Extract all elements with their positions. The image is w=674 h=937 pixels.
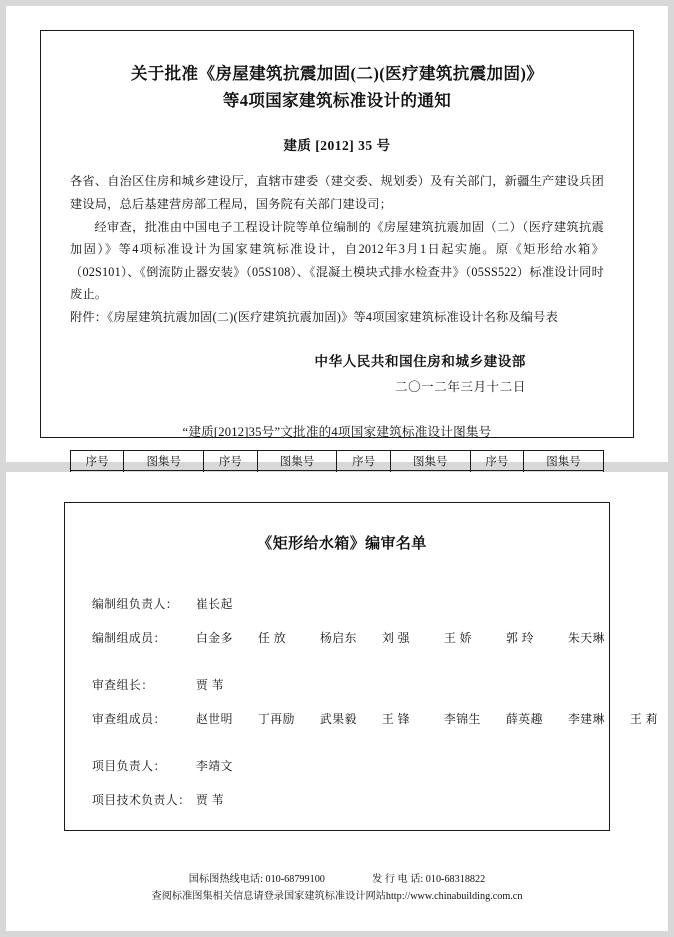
roster-name: 王 娇 [444,631,473,645]
roster-name: 武果毅 [320,712,357,726]
roster-row-label: 项目技术负责人： [92,793,191,807]
roster-name: 赵世明 [196,712,233,726]
table-header-cell: 图集号 [390,451,470,471]
roster-name: 杨启东 [320,631,357,645]
roster-row [92,710,659,727]
roster-name: 贾 苇 [196,678,225,692]
table-header-cell: 图集号 [524,451,604,471]
roster-row [92,757,592,774]
table-header-row [71,451,604,471]
roster-row-names [196,757,592,774]
roster-row-names [196,676,592,693]
scanned-page-2 [6,472,668,931]
roster-row-label: 项目负责人： [92,759,166,773]
issuing-authority: 中华人民共和国住房和城乡建设部 [314,354,526,370]
footer-hotline: 国标图热线电话: 010-68799100 [188,874,325,886]
roster-name: 王 锋 [382,712,411,726]
notice-paragraph-1: 各省、自治区住房和城乡建设厅，直辖市建委（建交委、规划委）及有关部门，新疆生产建设兵团建设局，总后基建营房部工程局，国务院有关部门建设司； [70,174,604,211]
table-header-cell: 图集号 [257,451,337,471]
roster-row [92,595,592,612]
notice-paragraph-2: 经审查，批准由中国电子工程设计院等单位编制的《房屋建筑抗震加固（二）（医疗建筑抗震加固）》等4项标准设计为国家建筑标准设计，自2012年3月1日起实施。原《矩形给水箱》（02S101）、《倒流防止器安装》（05S108）、《混凝土模块式排水检查井》（05SS522）标准设计同时废止。 [70,219,604,302]
issue-date: 二〇一二年三月十二日 [394,380,526,395]
roster-list [92,595,659,808]
page-footer [6,872,668,905]
table-header-cell: 图集号 [124,451,204,471]
notice-paragraph-3: 附件：《房屋建筑抗震加固(二)(医疗建筑抗震加固)》等4项国家建筑标准设计名称及编号表 [70,309,558,324]
document-number: 建质 [2012] 35 号 [283,138,391,154]
table-header-cell: 序号 [337,451,390,471]
roster-document [92,532,659,825]
roster-row [92,791,592,808]
roster-name: 李锦生 [444,712,481,726]
roster-name: 朱天琳 [568,631,605,645]
roster-row-label: 编制组成员： [92,631,166,645]
roster-name: 贾 苇 [196,793,225,807]
roster-row-names [196,629,630,646]
footer-contact-line [6,872,668,888]
roster-row-label: 审查组长： [92,678,154,692]
notice-title [70,60,604,114]
notice-title-line-2: 等4项国家建筑标准设计的通知 [222,91,452,111]
roster-row [92,629,605,646]
footer-distribution-phone: 发 行 电 话: 010-68318822 [372,874,486,886]
roster-name: 刘 强 [382,631,411,645]
roster-row-label: 编制组负责人： [92,597,179,611]
footer-website-line: 查阅标准图集相关信息请登录国家建筑标准设计网站http://www.chinabuilding.com.cn [151,890,523,902]
table-header-cell: 序号 [470,451,523,471]
roster-name: 任 放 [258,631,287,645]
roster-row-names [196,595,592,612]
roster-row [92,676,592,693]
roster-name: 薛英趣 [506,712,543,726]
attachment-title: “建质[2012]35号”文批准的4项国家建筑标准设计图集号 [182,425,492,440]
roster-name: 丁再励 [258,712,295,726]
roster-name: 白金多 [196,631,233,645]
scanned-page-1 [6,6,668,468]
roster-name: 王 莉 [630,712,659,726]
notice-body [70,170,604,328]
roster-title: 《矩形给水箱》编审名单 [257,536,427,552]
table-header-cell: 序号 [204,451,257,471]
roster-name: 李靖文 [196,759,233,773]
roster-row-names [196,791,592,808]
roster-row-label: 审查组成员： [92,712,166,726]
notice-title-line-1: 关于批准《房屋建筑抗震加固(二)(医疗建筑抗震加固)》 [130,64,544,83]
notice-document [70,60,604,491]
roster-row-names [196,710,674,727]
roster-name: 李建琳 [568,712,605,726]
roster-name: 崔长起 [196,597,233,611]
table-header-cell: 序号 [71,451,124,471]
roster-name: 郭 玲 [506,631,535,645]
